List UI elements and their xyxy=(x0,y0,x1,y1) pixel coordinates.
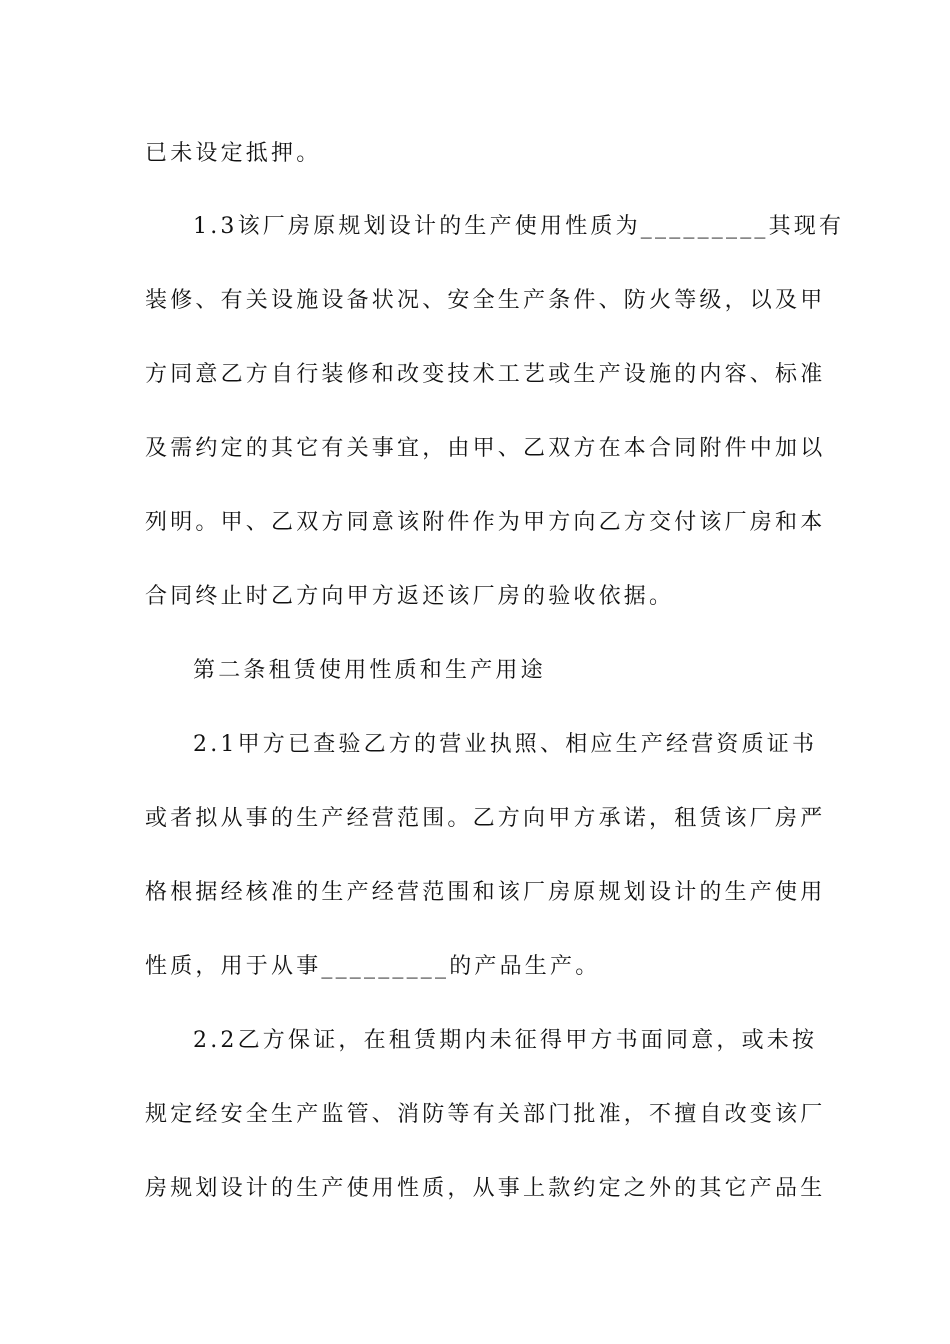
text-line-1: 已未设定抵押。 xyxy=(145,141,322,166)
text-line-14: 规定经安全生产监管、消防等有关部门批准，不擅自改变该厂 xyxy=(145,1102,826,1127)
text-line-3: 装修、有关设施设备状况、安全生产条件、防火等级，以及甲 xyxy=(145,288,826,313)
text-line-5: 及需约定的其它有关事宜，由甲、乙双方在本合同附件中加以 xyxy=(145,436,826,461)
text-line-7: 合同终止时乙方向甲方返还该厂房的验收依据。 xyxy=(145,584,675,609)
text-line-13: 2.2乙方保证，在租赁期内未征得甲方书面同意，或未按 xyxy=(193,1028,818,1053)
text-line-9: 2.1甲方已查验乙方的营业执照、相应生产经营资质证书 xyxy=(193,732,818,757)
text-line-6: 列明。甲、乙双方同意该附件作为甲方向乙方交付该厂房和本 xyxy=(145,510,826,535)
text-line-2: 1.3该厂房原规划设计的生产使用性质为_________其现有 xyxy=(193,214,845,239)
text-line-10: 或者拟从事的生产经营范围。乙方向甲方承诺，租赁该厂房严 xyxy=(145,806,826,831)
section-heading: 第二条租赁使用性质和生产用途 xyxy=(193,658,546,683)
text-line-4: 方同意乙方自行装修和改变技术工艺或生产设施的内容、标准 xyxy=(145,362,826,387)
text-line-11: 格根据经核准的生产经营范围和该厂房原规划设计的生产使用 xyxy=(145,880,826,905)
text-line-15: 房规划设计的生产使用性质，从事上款约定之外的其它产品生 xyxy=(145,1176,826,1201)
text-line-12: 性质，用于从事_________的产品生产。 xyxy=(145,954,601,979)
